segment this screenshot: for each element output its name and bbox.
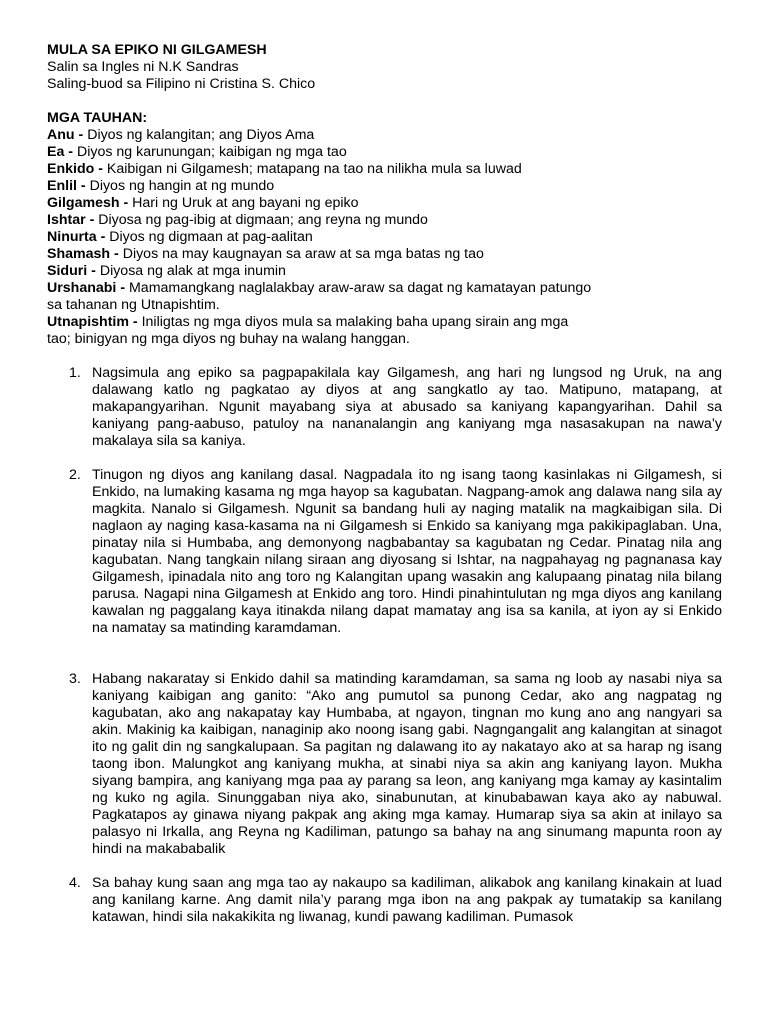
paragraph-number: 4.: [69, 875, 81, 891]
character-desc: Hari ng Uruk at ang bayani ng epiko: [128, 195, 359, 211]
document-page: [47, 42, 722, 926]
paragraph-text: Sa bahay kung saan ang mga tao ay nakaupo sa kadiliman, alikabok ang kanilang kinakain at luad ang kanilang karne. Ang damit nila’y parang mga ibon na ang pakpak ay tumatakip sa kanilang katawan, hindi sila nakakikita ng liwanag, kundi pawang kadiliman. Pumasok: [92, 875, 722, 925]
character-name: Ishtar -: [47, 212, 95, 228]
character-desc: Kaibigan ni Gilgamesh; matapang na tao na nilikha mula sa luwad: [102, 161, 522, 177]
character-name: Enlil -: [47, 178, 86, 194]
story-paragraph: [47, 671, 722, 858]
paragraph-number: 3.: [69, 671, 81, 687]
paragraph-number: 1.: [69, 365, 81, 381]
paragraph-text: Habang nakaratay si Enkido dahil sa matinding karamdaman, sa sama ng loob ay nasabi niya sa kaniyang kaibigan ang ganito: “Ako ang pumutol sa punong Cedar, ako ang nagpatag ng kagubatan, ako ang nakapatay kay Humbaba, at ngayon, tingnan mo kung ano ang nangyari sa akin. Makinig ka kaibigan, nanaginip ako noong isang gabi. Nagngangalit ang kalangitan at sinagot ito ng galit din ng sangkalupaan. Sa pagitan ng dalawang ito ay nakatayo ako at sa harap ng isang taong ibon. Malungkot ang kaniyang mukha, at sinabi niya sa akin ang kaniyang layon. Mukha siyang bampira, ang kaniyang mga paa ay parang sa leon, ang kaniyang mga kamay ay kasintalim ng kuko ng agila. Sinunggaban niya ako, sinabunutan, at kinubabawan kaya ako ay nabuwal. Pagkatapos ay ginawa niyang pakpak ang aking mga kamay. Humarap siya sa akin at inilayo sa palasyo ni Irkalla, ang Reyna ng Kadiliman, patungo sa bahay na ang sinumang mapunta roon ay hindi na makababalik: [92, 671, 722, 857]
translator-line: Salin sa Ingles ni N.K Sandras: [47, 59, 239, 75]
character-item: [47, 212, 722, 229]
character-item: [47, 229, 722, 246]
character-name: Urshanabi -: [47, 280, 126, 296]
character-item: [47, 127, 722, 144]
character-desc: Diyos ng karunungan; kaibigan ng mga tao: [73, 144, 347, 160]
paragraph-number: 2.: [69, 467, 81, 483]
character-item: [47, 178, 722, 195]
story-paragraph: [47, 875, 722, 926]
character-name: Shamash -: [47, 246, 119, 262]
character-desc: Diyos na may kaugnayan sa araw at sa mga batas ng tao: [118, 246, 484, 262]
paragraph-text: Tinugon ng diyos ang kanilang dasal. Nagpadala ito ng isang taong kasinlakas ni Gilgamesh, si Enkido, na lumaking kasama ng mga hayop sa kagubatan. Nagpang-amok ang dalawa nang sila ay magkita. Nanalo si Gilgamesh. Ngunit sa bandang huli ay naging matalik na magkaibigan sila. Di naglaon ay naging kasa-kasama na ni Gilgamesh si Enkido sa kaniyang mga pakikipaglaban. Una, pinatay nila si Humbaba, ang demonyong nagbabantay sa kagubatan ng Cedar. Pinatag nila ang kagubatan. Nang tangkain nilang siraan ang diyosang si Ishtar, na nagpahayag ng pagnanasa kay Gilgamesh, ipinadala nito ang toro ng Kalangitan upang wasakin ang kalupaang pinatag nila bilang parusa. Nagapi nina Gilgamesh at Enkido ang toro. Hindi pinahintulutan ng mga diyos ang kanilang kawalan ng paggalang kaya itinakda nilang dapat mamatay ang isa sa kanila, at iyon ay si Enkido na namatay sa matinding karamdaman.: [92, 467, 722, 636]
character-item: [47, 280, 722, 314]
story-paragraph: [47, 365, 722, 450]
character-name: Enkido -: [47, 161, 103, 177]
character-name: Ninurta -: [47, 229, 106, 245]
character-desc: Diyos ng hangin at ng mundo: [85, 178, 275, 194]
character-name: Ea -: [47, 144, 74, 160]
character-list: [47, 127, 722, 348]
character-item: [47, 161, 722, 178]
character-item: [47, 144, 722, 161]
character-desc: Diyosa ng pag-ibig at digmaan; ang reyna ng mundo: [94, 212, 428, 228]
character-item: [47, 314, 722, 348]
character-item: [47, 263, 722, 280]
story-paragraphs: [47, 365, 722, 926]
story-paragraph: [47, 467, 722, 637]
character-name: Utnapishtim -: [47, 314, 138, 330]
character-desc: Diyos ng kalangitan; ang Diyos Ama: [83, 127, 315, 143]
character-name: Siduri -: [47, 263, 96, 279]
character-name: Gilgamesh -: [47, 195, 129, 211]
character-desc: Mamamangkang naglalakbay araw-araw sa dagat ng kamatayan patungo sa tahanan ng Utnapishtim.: [47, 280, 592, 313]
character-desc: Diyosa ng alak at mga inumin: [95, 263, 286, 279]
adaptation-line: Saling-buod sa Filipino ni Cristina S. Chico: [47, 76, 316, 92]
characters-heading: MGA TAUHAN:: [47, 110, 148, 126]
paragraph-text: Nagsimula ang epiko sa pagpapakilala kay Gilgamesh, ang hari ng lungsod ng Uruk, na ang dalawang katlo ng pagkatao ay diyos at ang sangkatlo ay tao. Matipuno, matapang, at makapangyarihan. Ngunit mayabang siya at abusado sa kaniyang kapangyarihan. Dahil sa kaniyang pang-aabuso, patuloy na nananalangin ang kaniyang mga nasasakupan na nawa’y makalaya sila sa kaniya.: [92, 365, 722, 449]
document-title: MULA SA EPIKO NI GILGAMESH: [47, 42, 267, 58]
character-desc: Iniligtas ng mga diyos mula sa malaking baha upang sirain ang mga tao; binigyan ng mga diyos ng buhay na walang hanggan.: [47, 314, 569, 347]
character-item: [47, 195, 722, 212]
character-item: [47, 246, 722, 263]
character-name: Anu -: [47, 127, 84, 143]
character-desc: Diyos ng digmaan at pag-aalitan: [105, 229, 313, 245]
